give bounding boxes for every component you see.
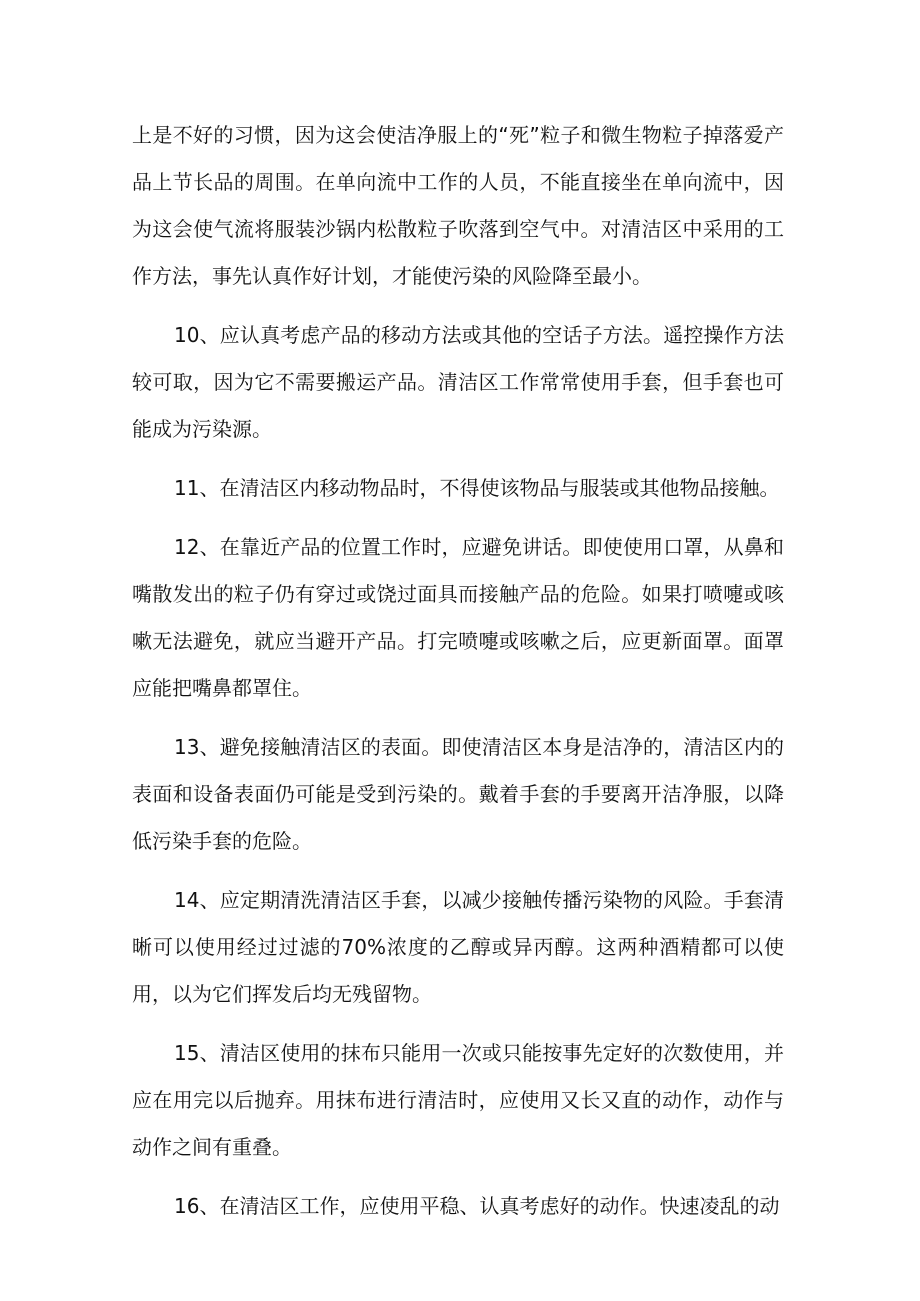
document-body <box>132 112 784 1242</box>
paragraph-item-10: 10、应认真考虑产品的移动方法或其他的空话子方法。遥控操作方法较可取，因为它不需要搬运产品。清洁区工作常常使用手套，但手套也可能成为污染源。 <box>132 323 784 441</box>
paragraph-item-11: 11、在清洁区内移动物品时，不得使该物品与服装或其他物品接触。 <box>174 476 780 500</box>
paragraph-item-15: 15、清洁区使用的抹布只能用一次或只能按事先定好的次数使用，并应在用完以后抛弃。用抹布进行清洁时，应使用又长又直的动作，动作与动作之间有重叠。 <box>132 1041 784 1159</box>
paragraph-continuation: 上是不好的习惯，因为这会使洁净服上的“死”粒子和微生物粒子掉落爱产品上节长品的周围。在单向流中工作的人员，不能直接坐在单向流中，因为这会使气流将服装沙锅内松散粒子吹落到空气中。对清洁区中采用的工作方法，事先认真作好计划，才能使污染的风险降至最小。 <box>132 123 784 288</box>
paragraph-item-14: 14、应定期清洗清洁区手套，以减少接触传播污染物的风险。手套清晰可以使用经过过滤的70%浓度的乙醇或异丙醇。这两种酒精都可以使用，以为它们挥发后均无残留物。 <box>132 888 784 1006</box>
paragraph-item-16: 16、在清洁区工作，应使用平稳、认真考虑好的动作。快速凌乱的动 <box>174 1194 780 1218</box>
paragraph-item-13: 13、避免接触清洁区的表面。即使清洁区本身是洁净的，清洁区内的表面和设备表面仍可能是受到污染的。戴着手套的手要离开洁净服，以降低污染手套的危险。 <box>132 735 784 853</box>
paragraph-item-12: 12、在靠近产品的位置工作时，应避免讲话。即使使用口罩，从鼻和嘴散发出的粒子仍有穿过或饶过面具而接触产品的危险。如果打喷嚏或咳嗽无法避免，就应当避开产品。打完喷嚏或咳嗽之后，应更新面罩。面罩应能把嘴鼻都罩住。 <box>132 535 784 700</box>
